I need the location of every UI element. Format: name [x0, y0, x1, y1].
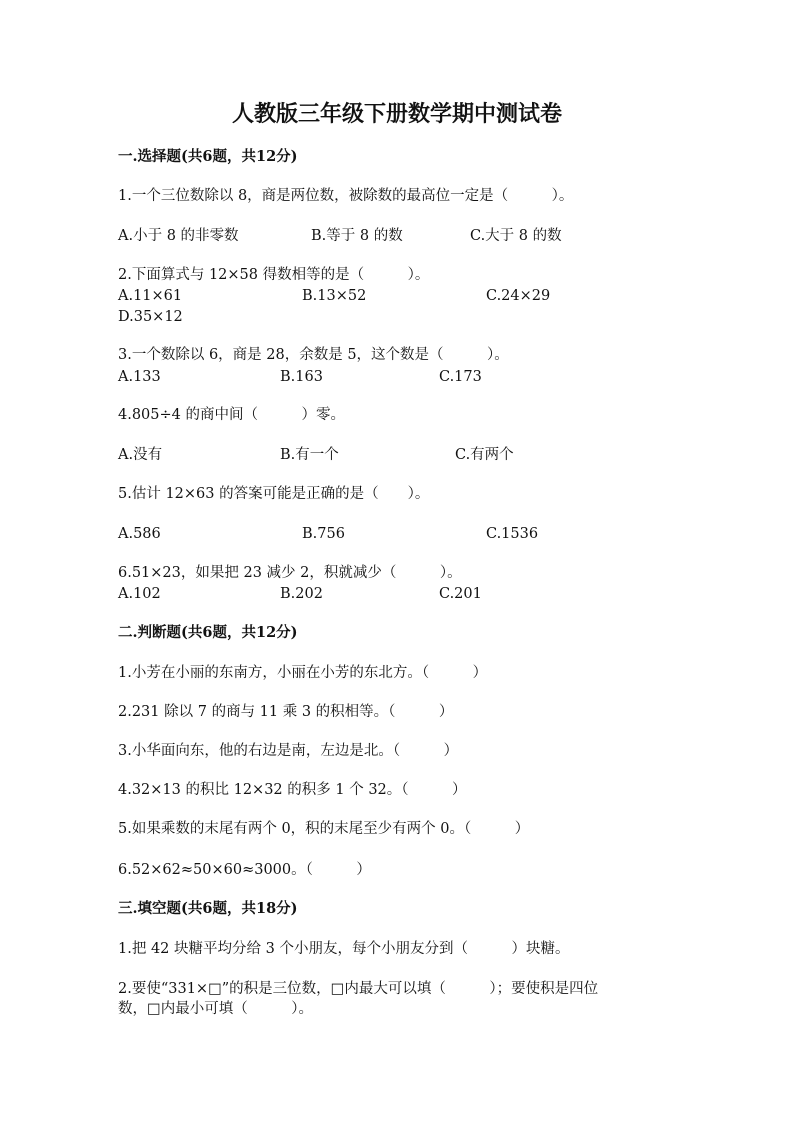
- question-text: 1.小芳在小丽的东南方，小丽在小芳的东北方。（ ）: [118, 665, 488, 681]
- question-text: 2.231 除以 7 的商与 11 乘 3 的积相等。（ ）: [118, 704, 454, 720]
- option-b: B.有一个: [280, 447, 339, 463]
- option-c: C.1536: [486, 526, 539, 542]
- section-heading-choice: 一.选择题(共6题，共12分): [118, 148, 298, 165]
- question-text: 4.805÷4 的商中间（ ）零。: [118, 407, 345, 423]
- option-b: B.756: [302, 526, 345, 542]
- question-text: 3.一个数除以 6，商是 28，余数是 5，这个数是（ ）。: [118, 347, 509, 363]
- option-a: A.11×61: [118, 288, 183, 304]
- option-b: B.等于 8 的数: [311, 228, 403, 244]
- option-c: C.24×29: [486, 288, 551, 304]
- question-text: 5.估计 12×63 的答案可能是正确的是（ ）。: [118, 486, 430, 502]
- option-d: D.35×12: [118, 309, 183, 325]
- option-c: C.有两个: [455, 447, 514, 463]
- option-c: C.大于 8 的数: [470, 228, 562, 244]
- option-a: A.小于 8 的非零数: [118, 228, 239, 244]
- option-b: B.163: [280, 369, 323, 385]
- option-a: A.102: [118, 586, 161, 602]
- question-text: 4.32×13 的积比 12×32 的积多 1 个 32。（ ）: [118, 782, 467, 798]
- question-text-continued: 数，□内最小可填（ ）。: [118, 1001, 313, 1017]
- option-a: A.586: [118, 526, 161, 542]
- option-a: A.133: [118, 369, 161, 385]
- option-a: A.没有: [118, 447, 163, 463]
- question-text: 6.51×23，如果把 23 减少 2，积就减少（ ）。: [118, 565, 462, 581]
- option-b: B.202: [280, 586, 323, 602]
- option-c: C.201: [439, 586, 482, 602]
- section-heading-judgement: 二.判断题(共6题，共12分): [118, 624, 298, 641]
- page-title: 人教版三年级下册数学期中测试卷: [231, 101, 562, 127]
- question-text: 3.小华面向东，他的右边是南，左边是北。（ ）: [118, 743, 459, 759]
- question-text: 2.要使“331×□”的积是三位数，□内最大可以填（ ）；要使积是四位: [118, 981, 599, 997]
- question-text: 6.52×62≈50×60≈3000。（ ）: [118, 862, 371, 878]
- question-text: 2.下面算式与 12×58 得数相等的是（ ）。: [118, 267, 430, 283]
- question-text: 1.一个三位数除以 8，商是两位数，被除数的最高位一定是（ ）。: [118, 188, 574, 204]
- option-b: B.13×52: [302, 288, 367, 304]
- question-text: 1.把 42 块糖平均分给 3 个小朋友，每个小朋友分到（ ）块糖。: [118, 941, 570, 957]
- section-heading-fill-in: 三.填空题(共6题，共18分): [118, 900, 298, 917]
- question-text: 5.如果乘数的末尾有两个 0，积的末尾至少有两个 0。（ ）: [118, 821, 530, 837]
- option-c: C.173: [439, 369, 482, 385]
